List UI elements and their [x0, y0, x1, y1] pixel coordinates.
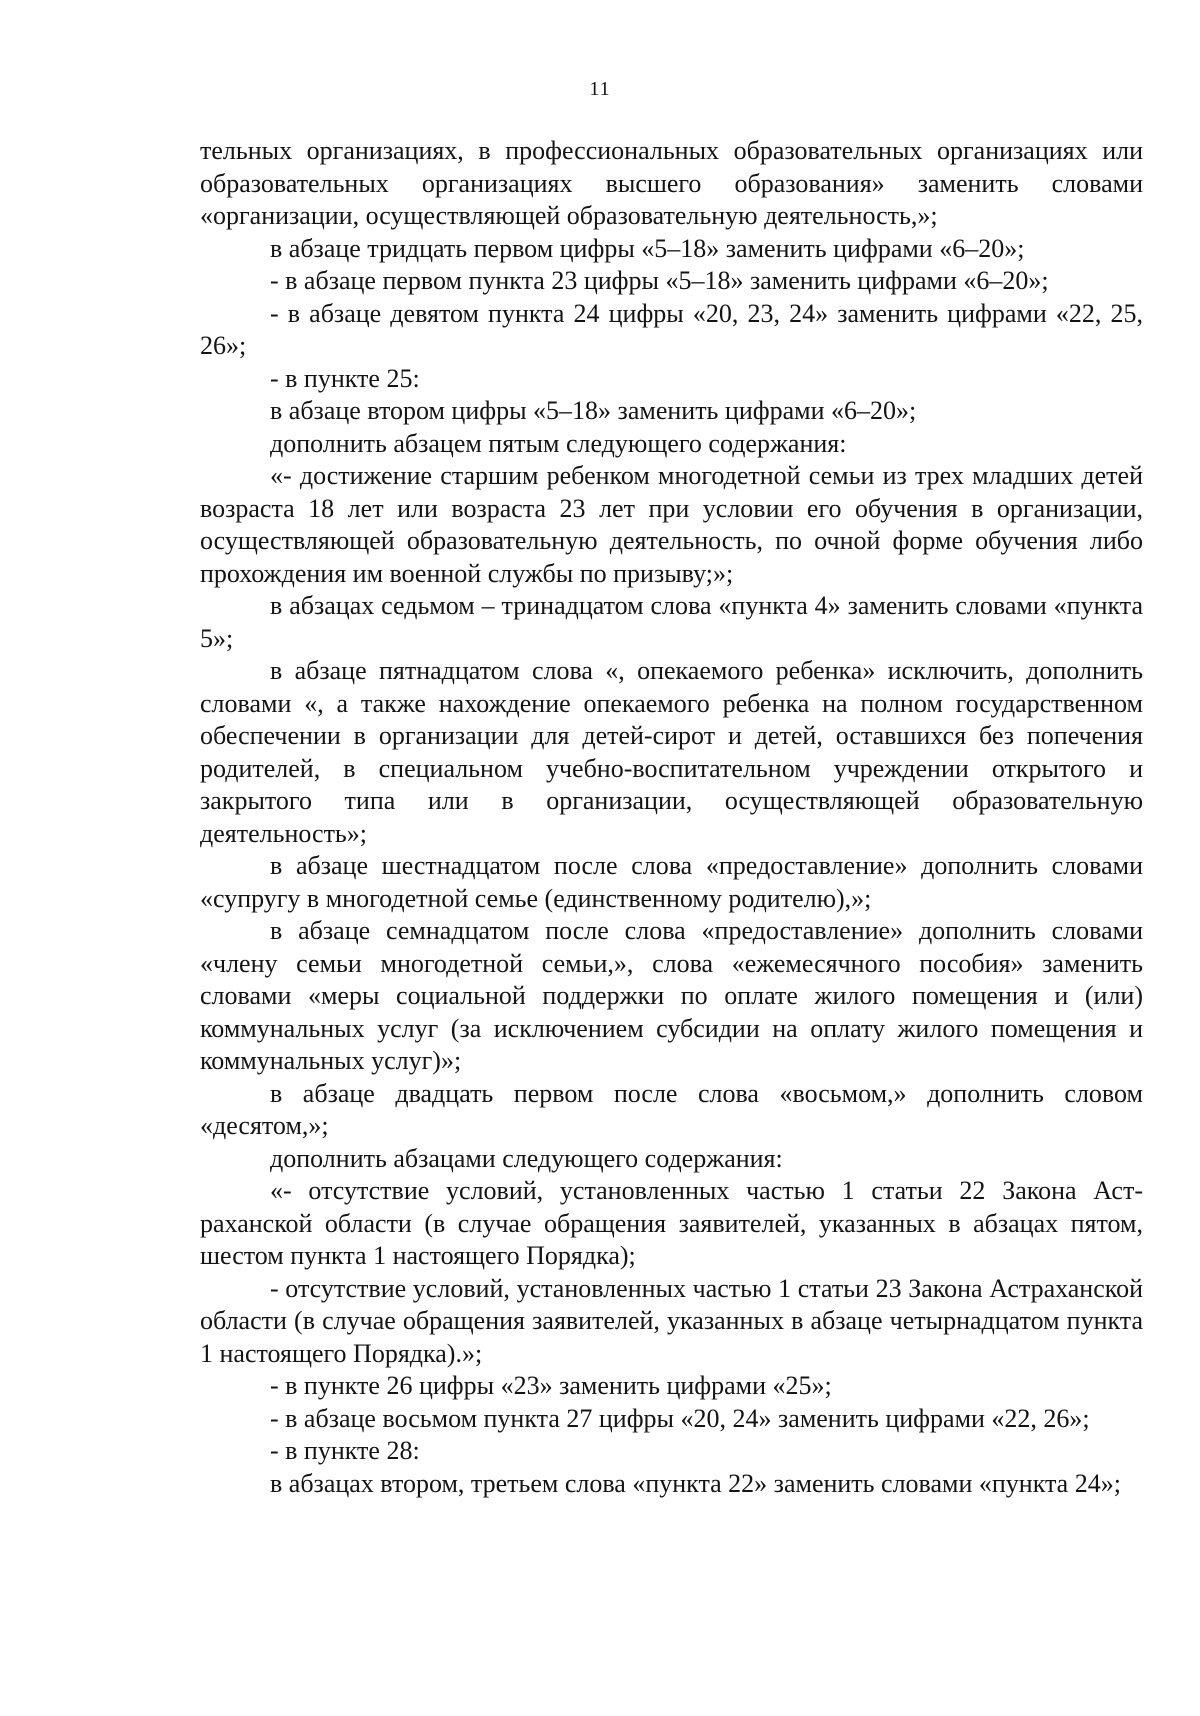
- paragraph: в абзаце шестнадцатом после слова «предоставление» дополнить словами «супругу в многодетной семье (единственному родителю),»;: [200, 851, 1143, 913]
- paragraph: - в абзаце девятом пункта 24 цифры «20, 23, 24» заменить цифрами «22, 25, 26»;: [200, 298, 1143, 360]
- paragraph: в абзацах втором, третьем слова «пункта 22» заменить словами «пункта 24»;: [270, 1468, 1121, 1498]
- page-number: 11: [589, 78, 611, 100]
- paragraph: - в абзаце восьмом пункта 27 цифры «20, 24» заменить цифрами «22, 26»;: [270, 1403, 1090, 1433]
- document-body: [200, 135, 1143, 1500]
- paragraph: - в пункте 25:: [270, 363, 420, 393]
- paragraph: в абзаце пятнадцатом слова «, опекаемого ребенка» исключить, дополнить словами «, а также нахождение опекаемого ребенка на полном государственном обеспечении в организации для детей-сирот и детей, оставшихся без попечения родителей, в специальном учебно-воспитательном учреждении открытого и закрытого типа или в организации, осуществляющей образовательную деятельность»;: [200, 656, 1143, 848]
- paragraph: в абзаце тридцать первом цифры «5–18» заменить цифрами «6–20»;: [270, 233, 1025, 263]
- paragraph: в абзаце двадцать первом после слова «восьмом,» дополнить словом «десятом,»;: [200, 1078, 1143, 1140]
- paragraph: в абзаце втором цифры «5–18» заменить цифрами «6–20»;: [270, 396, 917, 425]
- paragraph: тельных организациях, в профессиональных образовательных организациях или образовательных организациях высшего образования» заменить словами «организации, осуществляющей образовательную деятельность,»;: [200, 136, 1143, 230]
- paragraph: в абзацах седьмом – тринадцатом слова «пункта 4» заменить словами «пункта 5»;: [200, 591, 1143, 653]
- paragraph: в абзаце семнадцатом после слова «предоставление» дополнить словами «члену семьи многодетной семьи,», слова «ежемесячного пособия» заменить словами «меры социальной поддержки по оплате жилого помещения и (или) коммунальных услуг (за исключением субсидии на оплату жилого помещения и коммунальных услуг)»;: [200, 916, 1143, 1075]
- paragraph: - в абзаце первом пункта 23 цифры «5–18» заменить цифрами «6–20»;: [270, 266, 1049, 295]
- paragraph: дополнить абзацем пятым следующего содержания:: [270, 428, 847, 458]
- paragraph: - отсутствие условий, установленных частью 1 статьи 23 Закона Астраханской области (в случае обращения заявителей, указанных в абзаце четырнадцатом пункта 1 настоящего Порядка).»;: [200, 1273, 1143, 1368]
- paragraph: - в пункте 26 цифры «23» заменить цифрами «25»;: [270, 1371, 832, 1400]
- paragraph: «- отсутствие условий, установленных частью 1 статьи 22 Закона Астраханской области (в случае обращения заявителей, указанных в абзацах пятом, шестом пункта 1 настоящего Порядка);: [200, 1176, 1143, 1270]
- paragraph: «- достижение старшим ребенком многодетной семьи из трех младших детей возраста 18 лет или возраста 23 лет при условии его обучения в организации, осуществляющей образовательную деятельность, по очной форме обучения либо прохождения им военной службы по призыву;»;: [200, 461, 1143, 588]
- paragraph: - в пункте 28:: [270, 1436, 420, 1465]
- paragraph: дополнить абзацами следующего содержания:: [270, 1143, 783, 1173]
